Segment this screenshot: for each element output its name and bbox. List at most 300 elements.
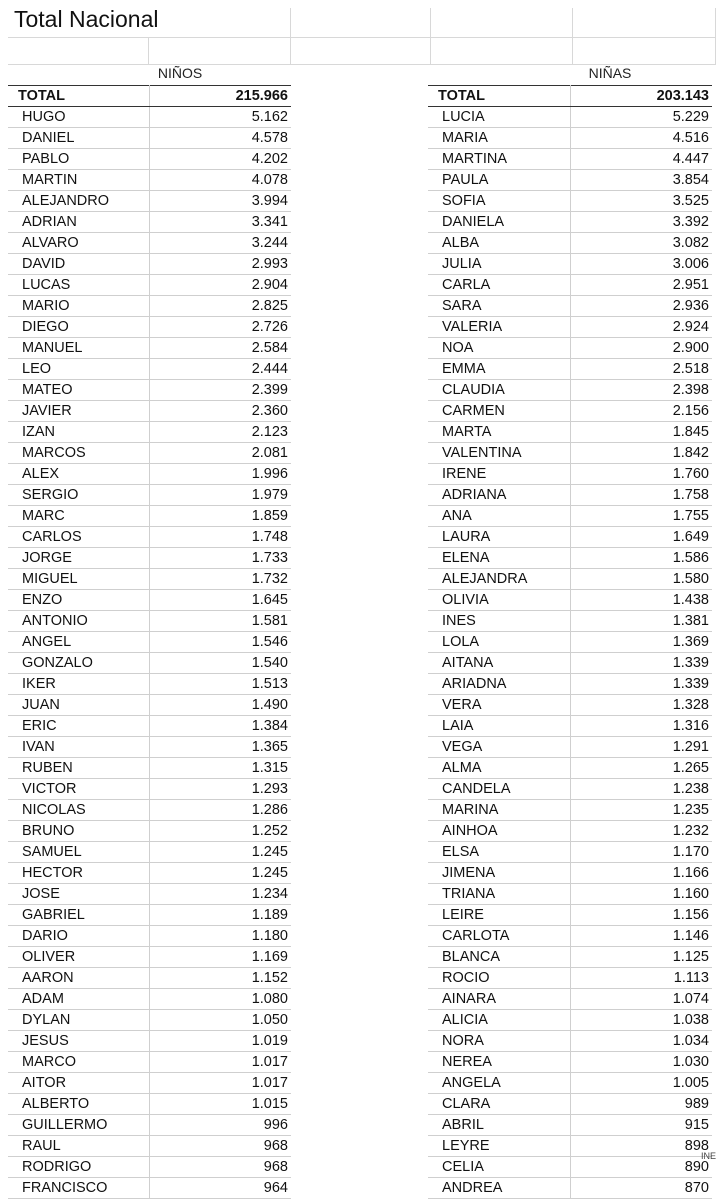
count-cell: 1.166 [570, 863, 712, 884]
name-cell: DAVID [8, 254, 149, 275]
table-row [8, 569, 291, 590]
name-cell: ALBA [428, 233, 570, 254]
table-row [428, 527, 712, 548]
name-cell: VALERIA [428, 317, 570, 338]
name-cell: DARIO [8, 926, 149, 947]
count-cell: 2.398 [570, 380, 712, 401]
name-cell: MARINA [428, 800, 570, 821]
count-cell: 1.291 [570, 737, 712, 758]
name-cell: TRIANA [428, 884, 570, 905]
name-cell: ELENA [428, 548, 570, 569]
name-cell: SAMUEL [8, 842, 149, 863]
count-cell: 3.525 [570, 191, 712, 212]
table-row [428, 548, 712, 569]
table-row [428, 1094, 712, 1115]
table-row [8, 1094, 291, 1115]
count-cell: 1.315 [149, 758, 291, 779]
count-cell: 1.842 [570, 443, 712, 464]
name-cell: CARMEN [428, 401, 570, 422]
count-cell: 989 [570, 1094, 712, 1115]
name-cell: PABLO [8, 149, 149, 170]
table-row [8, 842, 291, 863]
count-cell: 3.994 [149, 191, 291, 212]
name-cell: ANGEL [8, 632, 149, 653]
count-cell: 1.245 [149, 863, 291, 884]
girls-total-row [428, 86, 712, 107]
girls-table [428, 85, 712, 1199]
table-row [428, 884, 712, 905]
name-cell: AINHOA [428, 821, 570, 842]
total-value: 203.143 [570, 86, 712, 107]
name-cell: JULIA [428, 254, 570, 275]
count-cell: 1.152 [149, 968, 291, 989]
table-row [428, 1010, 712, 1031]
count-cell: 1.381 [570, 611, 712, 632]
name-cell: DIEGO [8, 317, 149, 338]
count-cell: 4.578 [149, 128, 291, 149]
table-row [428, 212, 712, 233]
table-row [8, 506, 291, 527]
count-cell: 4.202 [149, 149, 291, 170]
name-cell: ANDREA [428, 1178, 570, 1199]
table-row [8, 1031, 291, 1052]
count-cell: 1.113 [570, 968, 712, 989]
count-cell: 4.078 [149, 170, 291, 191]
name-cell: ANGELA [428, 1073, 570, 1094]
table-row [8, 443, 291, 464]
name-cell: MARCO [8, 1052, 149, 1073]
count-cell: 1.293 [149, 779, 291, 800]
count-cell: 915 [570, 1115, 712, 1136]
name-cell: ANTONIO [8, 611, 149, 632]
grid-cell [431, 38, 573, 65]
name-cell: ALEX [8, 464, 149, 485]
count-cell: 1.755 [570, 506, 712, 527]
name-cell: LUCIA [428, 107, 570, 128]
table-row [428, 191, 712, 212]
name-cell: LEIRE [428, 905, 570, 926]
table-row [428, 359, 712, 380]
count-cell: 1.019 [149, 1031, 291, 1052]
count-cell: 1.546 [149, 632, 291, 653]
table-row [428, 275, 712, 296]
table-row [428, 401, 712, 422]
total-label: TOTAL [428, 86, 570, 107]
name-cell: ADAM [8, 989, 149, 1010]
name-cell: ERIC [8, 716, 149, 737]
name-cell: ALBERTO [8, 1094, 149, 1115]
count-cell: 2.993 [149, 254, 291, 275]
count-cell: 1.160 [570, 884, 712, 905]
table-row [8, 149, 291, 170]
table-row [8, 884, 291, 905]
count-cell: 1.316 [570, 716, 712, 737]
table-row [8, 212, 291, 233]
count-cell: 1.146 [570, 926, 712, 947]
grid-cell [573, 8, 716, 38]
name-cell: VICTOR [8, 779, 149, 800]
table-row [428, 485, 712, 506]
name-cell: SERGIO [8, 485, 149, 506]
name-cell: LAIA [428, 716, 570, 737]
table-row [8, 1010, 291, 1031]
table-row [8, 926, 291, 947]
name-cell: JORGE [8, 548, 149, 569]
table-row [8, 716, 291, 737]
table-row [428, 926, 712, 947]
table-row [428, 422, 712, 443]
name-cell: BRUNO [8, 821, 149, 842]
table-row [8, 254, 291, 275]
name-cell: LUCAS [8, 275, 149, 296]
table-row [8, 905, 291, 926]
count-cell: 1.238 [570, 779, 712, 800]
count-cell: 3.341 [149, 212, 291, 233]
table-row [8, 464, 291, 485]
name-cell: MATEO [8, 380, 149, 401]
table-row [8, 989, 291, 1010]
name-cell: EMMA [428, 359, 570, 380]
table-row [8, 233, 291, 254]
table-row [428, 632, 712, 653]
name-cell: MARIA [428, 128, 570, 149]
table-row [428, 254, 712, 275]
count-cell: 5.229 [570, 107, 712, 128]
table-row [8, 1157, 291, 1178]
count-cell: 1.015 [149, 1094, 291, 1115]
name-cell: ADRIAN [8, 212, 149, 233]
name-cell: VALENTINA [428, 443, 570, 464]
count-cell: 1.748 [149, 527, 291, 548]
name-cell: MANUEL [8, 338, 149, 359]
count-cell: 1.339 [570, 674, 712, 695]
count-cell: 2.726 [149, 317, 291, 338]
table-row [428, 947, 712, 968]
name-cell: NORA [428, 1031, 570, 1052]
count-cell: 2.444 [149, 359, 291, 380]
name-cell: CLAUDIA [428, 380, 570, 401]
table-row [428, 611, 712, 632]
name-cell: RODRIGO [8, 1157, 149, 1178]
name-cell: NEREA [428, 1052, 570, 1073]
name-cell: ALICIA [428, 1010, 570, 1031]
name-cell: CANDELA [428, 779, 570, 800]
table-row [428, 296, 712, 317]
count-cell: 1.760 [570, 464, 712, 485]
count-cell: 2.900 [570, 338, 712, 359]
table-row [8, 107, 291, 128]
table-row [8, 191, 291, 212]
table-row [8, 401, 291, 422]
name-cell: JUAN [8, 695, 149, 716]
count-cell: 1.245 [149, 842, 291, 863]
count-cell: 1.050 [149, 1010, 291, 1031]
total-label: TOTAL [8, 86, 149, 107]
name-cell: RAUL [8, 1136, 149, 1157]
name-cell: ANA [428, 506, 570, 527]
count-cell: 968 [149, 1136, 291, 1157]
name-cell: MARC [8, 506, 149, 527]
table-row [8, 338, 291, 359]
name-cell: SARA [428, 296, 570, 317]
table-row [8, 611, 291, 632]
count-cell: 3.854 [570, 170, 712, 191]
table-row [428, 128, 712, 149]
table-row [8, 1178, 291, 1199]
table-row [428, 590, 712, 611]
name-cell: IVAN [8, 737, 149, 758]
name-cell: JAVIER [8, 401, 149, 422]
count-cell: 1.979 [149, 485, 291, 506]
count-cell: 1.580 [570, 569, 712, 590]
count-cell: 2.123 [149, 422, 291, 443]
count-cell: 1.733 [149, 548, 291, 569]
table-row [428, 443, 712, 464]
name-cell: ABRIL [428, 1115, 570, 1136]
name-cell: AITOR [8, 1073, 149, 1094]
name-cell: CARLOTA [428, 926, 570, 947]
table-row [428, 779, 712, 800]
name-cell: OLIVER [8, 947, 149, 968]
table-row [428, 380, 712, 401]
count-cell: 1.540 [149, 653, 291, 674]
name-cell: ARIADNA [428, 674, 570, 695]
count-cell: 1.074 [570, 989, 712, 1010]
name-cell: HECTOR [8, 863, 149, 884]
table-row [8, 632, 291, 653]
table-row [8, 800, 291, 821]
count-cell: 1.180 [149, 926, 291, 947]
boys-total-row [8, 86, 291, 107]
name-cell: NICOLAS [8, 800, 149, 821]
count-cell: 1.034 [570, 1031, 712, 1052]
table-row [8, 296, 291, 317]
grid-cell [149, 8, 291, 38]
table-row [8, 779, 291, 800]
count-cell: 1.017 [149, 1073, 291, 1094]
table-row [428, 1157, 712, 1178]
table-row [428, 821, 712, 842]
count-cell: 3.082 [570, 233, 712, 254]
name-cell: MIGUEL [8, 569, 149, 590]
table-row [428, 800, 712, 821]
count-cell: 3.244 [149, 233, 291, 254]
table-row [8, 863, 291, 884]
name-cell: DANIEL [8, 128, 149, 149]
table-row [428, 1031, 712, 1052]
count-cell: 1.265 [570, 758, 712, 779]
count-cell: 964 [149, 1178, 291, 1199]
table-row [428, 863, 712, 884]
count-cell: 1.156 [570, 905, 712, 926]
table-row [428, 569, 712, 590]
girls-header: NIÑAS [588, 65, 632, 81]
count-cell: 1.490 [149, 695, 291, 716]
count-cell: 1.384 [149, 716, 291, 737]
name-cell: GONZALO [8, 653, 149, 674]
name-cell: SOFIA [428, 191, 570, 212]
count-cell: 1.252 [149, 821, 291, 842]
name-cell: DYLAN [8, 1010, 149, 1031]
table-row [8, 527, 291, 548]
name-cell: LEO [8, 359, 149, 380]
count-cell: 2.518 [570, 359, 712, 380]
count-cell: 2.360 [149, 401, 291, 422]
count-cell: 1.235 [570, 800, 712, 821]
table-row [428, 1178, 712, 1199]
count-cell: 1.080 [149, 989, 291, 1010]
name-cell: JOSE [8, 884, 149, 905]
count-cell: 1.845 [570, 422, 712, 443]
count-cell: 1.649 [570, 527, 712, 548]
table-row [8, 947, 291, 968]
count-cell: 1.732 [149, 569, 291, 590]
table-row [428, 233, 712, 254]
table-row [428, 506, 712, 527]
count-cell: 2.951 [570, 275, 712, 296]
name-cell: ALEJANDRA [428, 569, 570, 590]
count-cell: 2.825 [149, 296, 291, 317]
grid-cell [431, 8, 573, 38]
table-row [428, 737, 712, 758]
name-cell: ROCIO [428, 968, 570, 989]
name-cell: CELIA [428, 1157, 570, 1178]
name-cell: CARLOS [8, 527, 149, 548]
name-cell: VERA [428, 695, 570, 716]
name-cell: ENZO [8, 590, 149, 611]
table-row [428, 317, 712, 338]
table-row [8, 590, 291, 611]
name-cell: CARLA [428, 275, 570, 296]
table-row [428, 464, 712, 485]
table-row [8, 758, 291, 779]
page-title: Total Nacional [14, 6, 159, 32]
count-cell: 1.438 [570, 590, 712, 611]
count-cell: 1.581 [149, 611, 291, 632]
name-cell: MARCOS [8, 443, 149, 464]
name-cell: ALVARO [8, 233, 149, 254]
count-cell: 1.169 [149, 947, 291, 968]
table-row [8, 128, 291, 149]
count-cell: 1.005 [570, 1073, 712, 1094]
table-row [428, 905, 712, 926]
name-cell: MARTA [428, 422, 570, 443]
count-cell: 1.125 [570, 947, 712, 968]
table-row [428, 149, 712, 170]
count-cell: 890 [570, 1157, 712, 1178]
count-cell: 1.189 [149, 905, 291, 926]
table-row [8, 485, 291, 506]
table-row [8, 674, 291, 695]
name-cell: OLIVIA [428, 590, 570, 611]
count-cell: 2.584 [149, 338, 291, 359]
table-row [428, 695, 712, 716]
count-cell: 3.392 [570, 212, 712, 233]
count-cell: 1.328 [570, 695, 712, 716]
table-row [8, 422, 291, 443]
table-row [8, 821, 291, 842]
name-cell: JESUS [8, 1031, 149, 1052]
table-row [8, 1115, 291, 1136]
watermark: INE [700, 1151, 716, 1161]
count-cell: 1.339 [570, 653, 712, 674]
name-cell: GUILLERMO [8, 1115, 149, 1136]
boys-header: NIÑOS [157, 65, 203, 81]
table-row [8, 275, 291, 296]
name-cell: ADRIANA [428, 485, 570, 506]
count-cell: 4.516 [570, 128, 712, 149]
name-cell: IRENE [428, 464, 570, 485]
count-cell: 898 [570, 1136, 712, 1157]
table-row [8, 653, 291, 674]
table-row [428, 989, 712, 1010]
table-row [428, 653, 712, 674]
count-cell: 996 [149, 1115, 291, 1136]
table-row [428, 674, 712, 695]
name-cell: PAULA [428, 170, 570, 191]
table-row [428, 1115, 712, 1136]
table-row [428, 107, 712, 128]
name-cell: LOLA [428, 632, 570, 653]
table-row [8, 695, 291, 716]
count-cell: 1.859 [149, 506, 291, 527]
table-row [8, 1073, 291, 1094]
table-row [8, 317, 291, 338]
count-cell: 1.645 [149, 590, 291, 611]
name-cell: NOA [428, 338, 570, 359]
count-cell: 1.513 [149, 674, 291, 695]
count-cell: 1.232 [570, 821, 712, 842]
count-cell: 1.170 [570, 842, 712, 863]
name-cell: MARTINA [428, 149, 570, 170]
count-cell: 1.234 [149, 884, 291, 905]
table-row [8, 359, 291, 380]
name-cell: AITANA [428, 653, 570, 674]
table-row [428, 758, 712, 779]
table-row [8, 548, 291, 569]
name-cell: ELSA [428, 842, 570, 863]
name-cell: DANIELA [428, 212, 570, 233]
name-cell: JIMENA [428, 863, 570, 884]
name-cell: AARON [8, 968, 149, 989]
count-cell: 3.006 [570, 254, 712, 275]
name-cell: MARIO [8, 296, 149, 317]
name-cell: IKER [8, 674, 149, 695]
name-cell: RUBEN [8, 758, 149, 779]
count-cell: 2.924 [570, 317, 712, 338]
grid-cell [8, 38, 149, 65]
total-value: 215.966 [149, 86, 291, 107]
grid-cell [291, 8, 431, 38]
name-cell: MARTIN [8, 170, 149, 191]
count-cell: 2.156 [570, 401, 712, 422]
count-cell: 870 [570, 1178, 712, 1199]
table-row [8, 1136, 291, 1157]
count-cell: 4.447 [570, 149, 712, 170]
grid-cell [291, 38, 431, 65]
name-cell: HUGO [8, 107, 149, 128]
name-cell: GABRIEL [8, 905, 149, 926]
name-cell: IZAN [8, 422, 149, 443]
count-cell: 1.369 [570, 632, 712, 653]
name-cell: VEGA [428, 737, 570, 758]
table-row [428, 716, 712, 737]
table-row [428, 1073, 712, 1094]
count-cell: 2.081 [149, 443, 291, 464]
name-cell: BLANCA [428, 947, 570, 968]
count-cell: 1.017 [149, 1052, 291, 1073]
count-cell: 1.286 [149, 800, 291, 821]
